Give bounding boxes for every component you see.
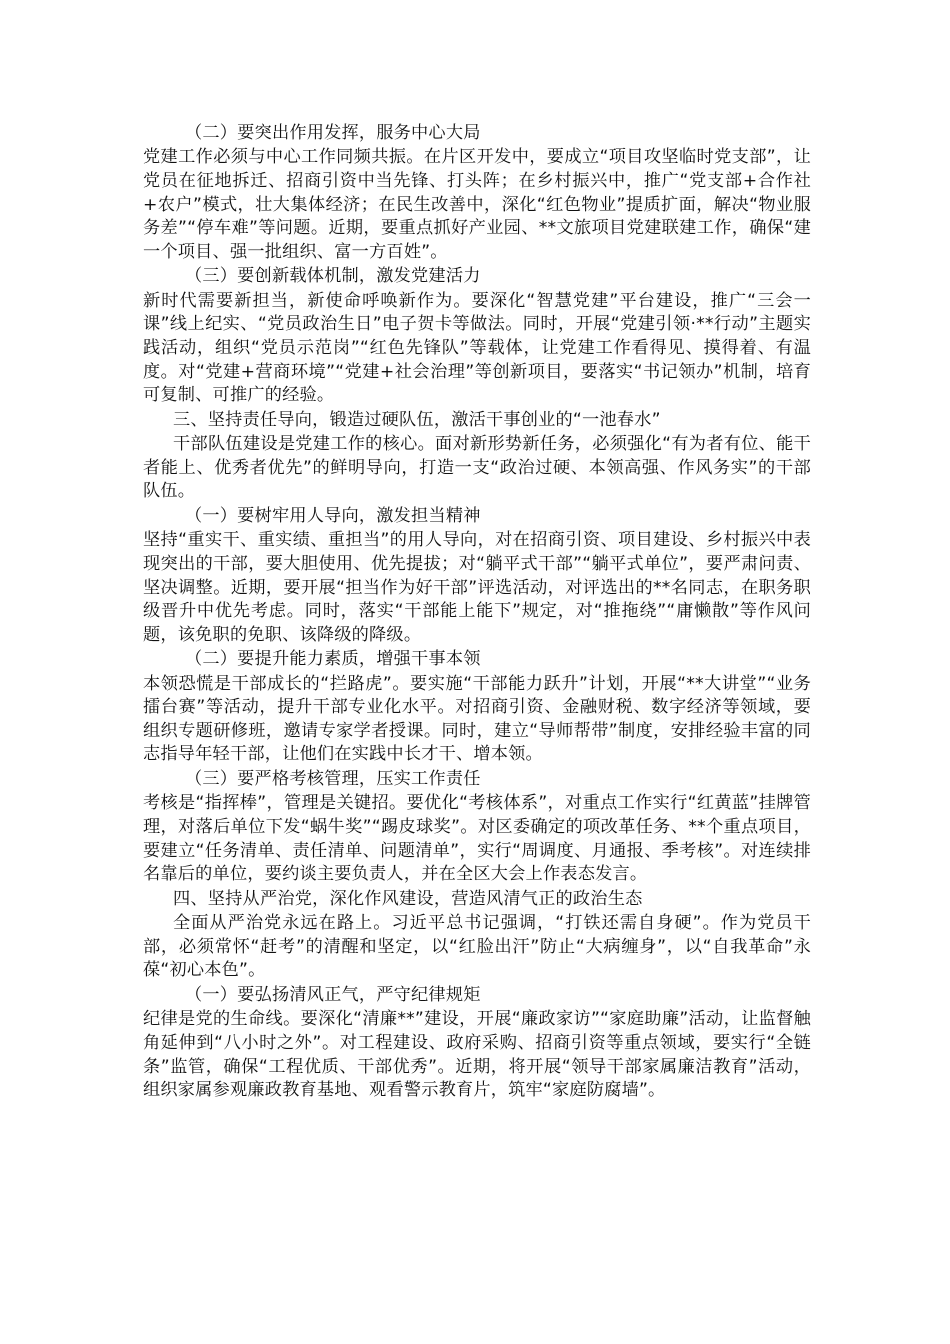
paragraph: 考核是“指挥棒”，管理是关键招。要优化“考核体系”，对重点工作实行“红黄蓝”挂牌管理，对落后单位下发“蜗牛奖”“踢皮球奖”。对区委确定的项改革任务、**个重点项目，要建立“任务清单、责任清单、问题清单”，实行“周调度、月通报、季考核”。对连续排名靠后的单位，要约谈主要负责人，并在全区大会上作表态发言。: [143, 793, 811, 885]
section-intro-paragraph: 干部队伍建设是党建工作的核心。面对新形势新任务，必须强化“有为者有位、能干者能上、优秀者优先”的鲜明导向，打造一支“政治过硬、本领高强、作风务实”的干部队伍。: [143, 434, 811, 502]
section-intro-paragraph: 全面从严治党永远在路上。习近平总书记强调，“打铁还需自身硬”。作为党员干部，必须常怀“赶考”的清醒和坚定，以“红脸出汗”防止“大病缠身”，以“自我革命”永葆“初心本色”。: [143, 913, 811, 981]
subheading-2: （二）要突出作用发挥，服务中心大局: [185, 123, 481, 143]
subheading-3: （三）要严格考核管理，压实工作责任: [185, 768, 481, 789]
subheading-3: （三）要创新载体机制，激发党建活力: [185, 266, 481, 287]
paragraph: 纪律是党的生命线。要深化“清廉**”建设，开展“廉政家访”“家庭助廉”活动，让监督触角延伸到“八小时之外”。对工程建设、政府采购、招商引资等重点领域，要实行“全链条”监管，确保“工程优质、干部优秀”。近期，将开展“领导干部家属廉洁教育”活动，组织家属参观廉政教育基地、观看警示教育片，筑牢“家庭防腐墙”。: [143, 1009, 811, 1101]
subheading-2: （二）要提升能力素质，增强干事本领: [185, 649, 481, 670]
paragraph: 党建工作必须与中心工作同频共振。在片区开发中，要成立“项目攻坚临时党支部”，让党员在征地拆迁、招商引资中当先锋、打头阵；在乡村振兴中，推广“党支部+合作社+农户”模式，壮大集体经济；在民生改善中，深化“红色物业”提质扩面，解决“物业服务差”“停车难”等问题。近期，要重点抓好产业园、**文旅项目党建联建工作，确保“建一个项目、强一批组织、富一方百姓”。: [143, 147, 811, 262]
paragraph: 本领恐慌是干部成长的“拦路虎”。要实施“干部能力跃升”计划，开展“**大讲堂”“业务擂台赛”等活动，提升干部专业化水平。对招商引资、金融财税、数字经济等领域，要组织专题研修班，邀请专家学者授课。同时，建立“导师帮带”制度，安排经验丰富的同志指导年轻干部，让他们在实践中长才干、增本领。: [143, 673, 811, 765]
paragraph: 新时代需要新担当，新使命呼唤新作为。要深化“智慧党建”平台建设，推广“三会一课”线上纪实、“党员政治生日”电子贺卡等做法。同时，开展“党建引领·**行动”主题实践活动，组织“党员示范岗”“红色先锋队”等载体，让党建工作看得见、摸得着、有温度。对“党建+营商环境”“党建+社会治理”等创新项目，要落实“书记领办”机制，培育可复制、可推广的经验。: [143, 290, 811, 406]
subheading-1: （一）要树牢用人导向，激发担当精神: [185, 505, 481, 526]
paragraph: 坚持“重实干、重实绩、重担当”的用人导向，对在招商引资、项目建设、乡村振兴中表现突出的干部，要大胆使用、优先提拔；对“躺平式干部”“躺平式单位”，要严肃问责、坚决调整。近期，要开展“担当作为好干部”评选活动，对评选出的**名同志，在职务职级晋升中优先考虑。同时，落实“干部能上能下”规定，对“推拖绕”“庸懒散”等作风问题，该免职的免职、该降级的降级。: [143, 530, 811, 645]
subheading-1: （一）要弘扬清风正气，严守纪律规矩: [185, 984, 481, 1005]
section-heading-4: 四、坚持从严治党，深化作风建设，营造风清气正的政治生态: [173, 888, 643, 909]
section-heading-3: 三、坚持责任导向，锻造过硬队伍，激活干事创业的“一池春水”: [173, 409, 661, 430]
document-page: [143, 122, 811, 1104]
